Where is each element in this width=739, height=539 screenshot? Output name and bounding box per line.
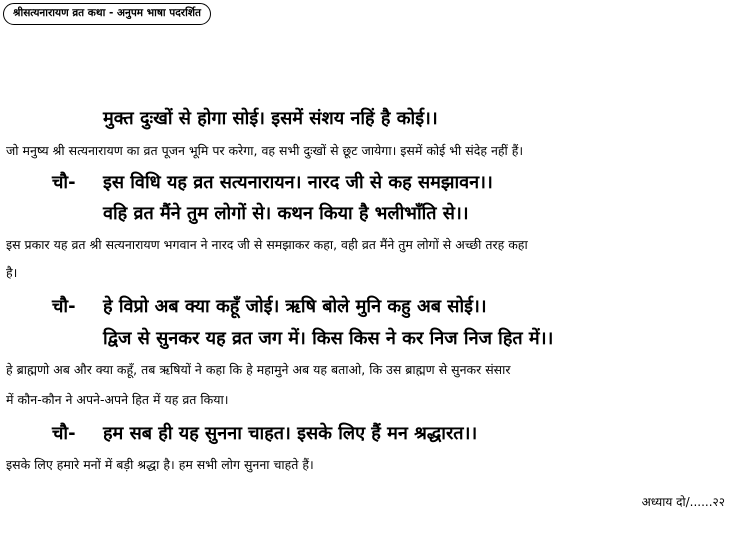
verse-line-6: हम सब ही यह सुनना चाहत। इसके लिए हैं मन श्रद्धारत।।	[103, 423, 478, 444]
verse-line-3: वहि व्रत मैंने तुम लोगों से। कथन किया है भलीभाँति से।।	[103, 203, 469, 224]
prose-paragraph-2-line-1: इस प्रकार यह व्रत श्री सत्यनारायण भगवान ने नारद जी से समझाकर कहा, वही व्रत मैंने तुम लोगों से अच्छी तरह कहा	[6, 237, 528, 252]
prose-paragraph-2-line-2: है।	[6, 265, 18, 280]
verse-line-2: इस विधि यह व्रत सत्यनारायन। नारद जी से कह समझावन।।	[103, 172, 493, 193]
prose-paragraph-4: इसके लिए हमारे मनों में बड़ी श्रद्धा है। हम सभी लोग सुनना चाहते हैं।	[6, 457, 314, 472]
page-reference: अध्याय दो/......२२	[641, 495, 725, 509]
verse-line-4: हे विप्रो अब क्या कहूँ जोई। ऋषि बोले मुनि कहु अब सोई।।	[103, 296, 487, 317]
prose-paragraph-3-line-2: में कौन-कौन ने अपने-अपने हित में यह व्रत किया।	[6, 392, 229, 407]
chau-label-1: चौ-	[52, 172, 76, 193]
prose-paragraph-1: जो मनुष्य श्री सत्यनारायण का व्रत पूजन भूमि पर करेगा, वह सभी दुःखों से छूट जायेगा। इसमें कोई भी संदेह नहीं हैं।	[6, 143, 524, 158]
chau-label-2: चौ-	[52, 296, 76, 317]
verse-line-5: द्विज से सुनकर यह व्रत जग में। किस किस ने कर निज निज हित में।।	[103, 328, 554, 349]
chau-label-3: चौ-	[52, 423, 76, 444]
verse-line-1: मुक्त दुःखों से होगा सोई। इसमें संशय नहिं है कोई।।	[103, 108, 438, 129]
header-title: श्रीसत्यनारायण व्रत कथा - अनुपम भाषा पदरर्शित	[3, 3, 211, 25]
prose-paragraph-3-line-1: हे ब्राह्मणो अब और क्या कहूँ, तब ऋषियों ने कहा कि हे महामुने अब यह बताओ, कि उस ब्राह्मण से सुनकर संसार	[6, 362, 511, 377]
